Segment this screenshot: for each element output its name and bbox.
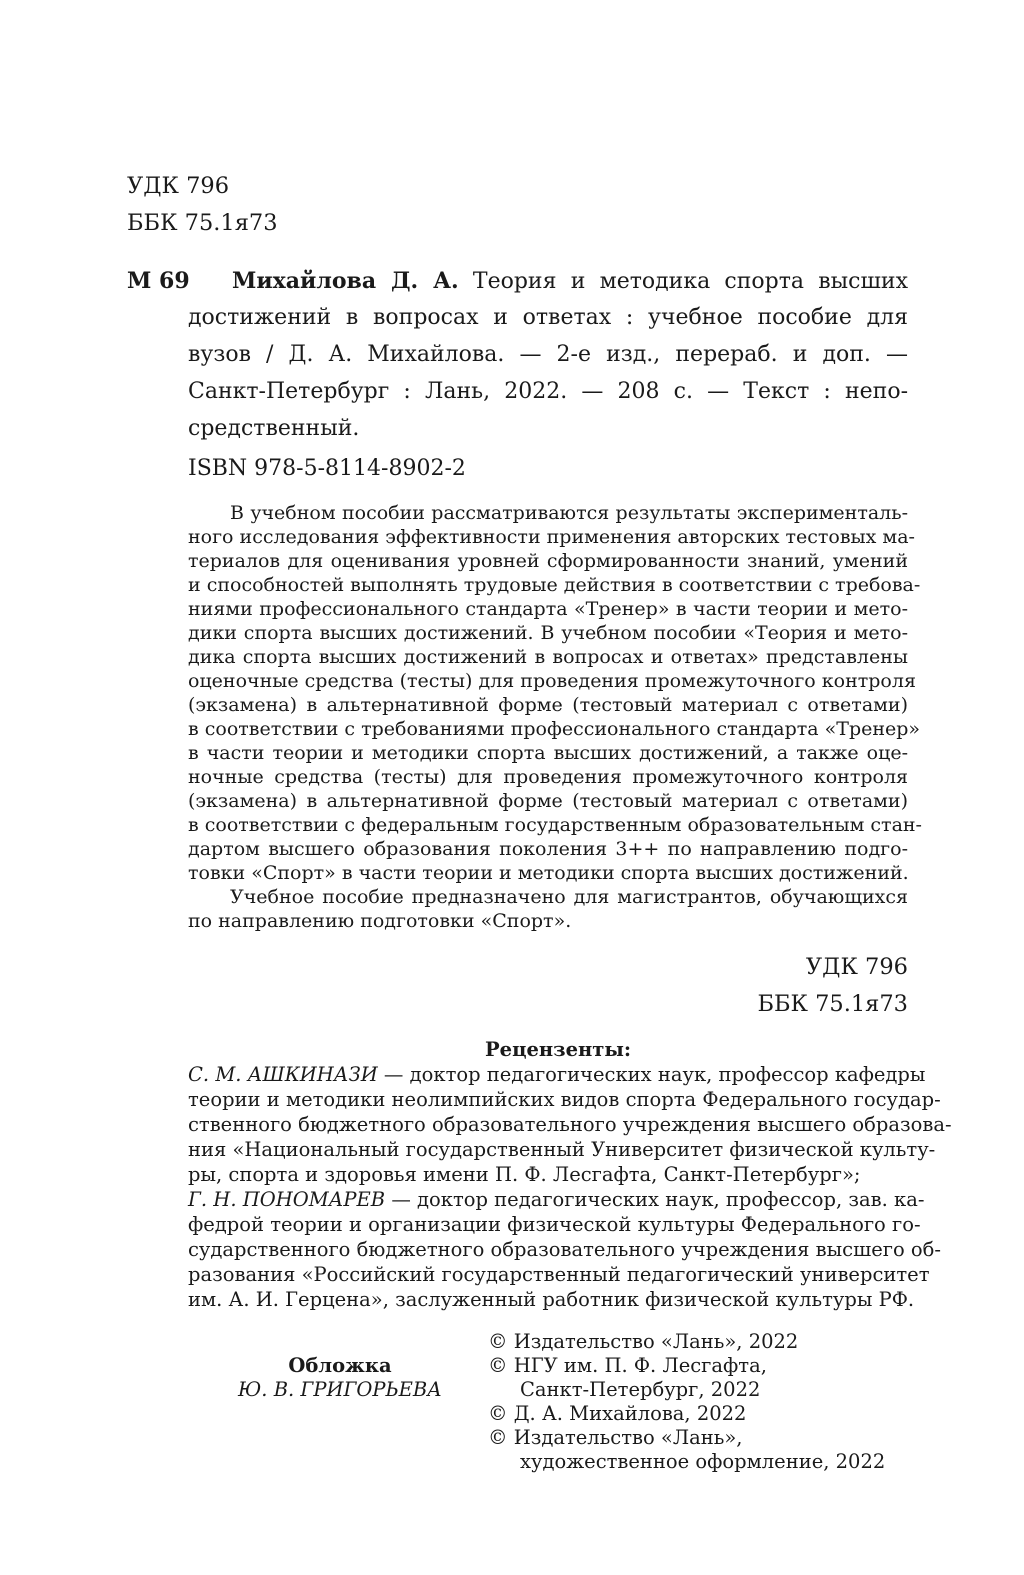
reviewer-2-name: Г. Н. ПОНОМАРЕВ (188, 1188, 386, 1211)
annotation-line: В учебном пособии рассматриваются результаты эксперименталь- (230, 502, 908, 524)
annotation-line: ниями профессионального стандарта «Тренер» в части теории и мето- (188, 598, 908, 620)
annotation-line: териалов для оценивания уровней сформированности знаний, умений (188, 550, 908, 572)
bib-line-3: вузов / Д. А. Михайлова. — 2-е изд., перераб. и доп. — (188, 342, 908, 367)
reviewer-2-title: — доктор педагогических наук, профессор, зав. ка- (385, 1188, 925, 1211)
reviewer-1-name: С. М. АШКИНАЗИ (188, 1063, 378, 1086)
cover-label: Обложка (288, 1354, 392, 1377)
annotation-line: товки «Спорт» в части теории и методики спорта высших достижений. (188, 862, 909, 884)
copyright-line: © Издательство «Лань», (488, 1426, 743, 1449)
bib-line-1 (232, 270, 908, 293)
annotation-line: и способностей выполнять трудовые действия в соответствии с требова- (188, 574, 921, 596)
reviewer-1-line: ственного бюджетного образовательного учреждения высшего образова- (188, 1113, 952, 1136)
isbn: ISBN 978-5-8114-8902-2 (188, 456, 466, 481)
reviewer-2-line: им. А. И. Герцена», заслуженный работник физической культуры РФ. (188, 1288, 915, 1311)
udk-code-bottom: УДК 796 (805, 954, 908, 980)
bbk-code-bottom: ББК 75.1я73 (757, 991, 908, 1017)
cover-designer: Ю. В. ГРИГОРЬЕВА (238, 1378, 442, 1401)
copyright-line: © Издательство «Лань», 2022 (488, 1330, 799, 1353)
reviewer-1-line: ния «Национальный государственный Университет физической культу- (188, 1138, 936, 1161)
reviewer-1-line: теории и методики неолимпийских видов спорта Федерального государ- (188, 1088, 941, 1111)
bib-title-start: Теория и методика спорта высших (458, 269, 908, 294)
annotation-line: Учебное пособие предназначено для магистрантов, обучающихся (230, 886, 908, 908)
annotation-line: ночные средства (тесты) для проведения промежуточного контроля (188, 766, 908, 788)
annotation-line: оценочные средства (тесты) для проведения промежуточного контроля (188, 670, 916, 692)
annotation-line: дартом высшего образования поколения 3++ по направлению подго- (188, 838, 908, 860)
annotation-line: в соответствии с федеральным государственным образовательным стан- (188, 814, 922, 836)
annotation-line: дика спорта высших достижений в вопросах и ответах» представлены (188, 646, 908, 668)
bib-author: Михайлова Д. А. (232, 268, 459, 294)
bib-line-2: достижений в вопросах и ответах : учебное пособие для (188, 305, 908, 330)
reviewer-2-line: сударственного бюджетного образовательного учреждения высшего об- (188, 1238, 941, 1261)
annotation-line: ного исследования эффективности применения авторских тестовых ма- (188, 526, 915, 548)
annotation-line: дики спорта высших достижений. В учебном пособии «Теория и мето- (188, 622, 908, 644)
copyright-line: Санкт-Петербург, 2022 (520, 1378, 761, 1401)
annotation-line: (экзамена) в альтернативной форме (тестовый материал с ответами) (188, 790, 908, 812)
reviewer-1-line (188, 1063, 926, 1086)
author-mark: М 69 (127, 268, 190, 294)
bbk-code: ББК 75.1я73 (127, 210, 278, 236)
annotation-line: в соответствии с требованиями профессионального стандарта «Тренер» (188, 718, 921, 740)
reviewer-2-line (188, 1188, 925, 1211)
reviewer-2-line: федрой теории и организации физической культуры Федерального го- (188, 1213, 921, 1236)
copyright-line: художественное оформление, 2022 (520, 1450, 886, 1473)
udk-code: УДК 796 (127, 173, 230, 199)
annotation-line: по направлению подготовки «Спорт». (188, 910, 572, 932)
reviewers-heading: Рецензенты: (485, 1038, 632, 1061)
reviewer-2-line: разования «Российский государственный педагогический университет (188, 1263, 930, 1286)
reviewer-1-title: — доктор педагогических наук, профессор кафедры (377, 1063, 926, 1086)
copyright-line: © НГУ им. П. Ф. Лесгафта, (488, 1354, 767, 1377)
annotation-line: (экзамена) в альтернативной форме (тестовый материал с ответами) (188, 694, 908, 716)
copyright-line: © Д. А. Михайлова, 2022 (488, 1402, 747, 1425)
bib-line-5: средственный. (188, 416, 360, 441)
reviewer-1-line: ры, спорта и здоровья имени П. Ф. Лесгафта, Санкт-Петербург»; (188, 1163, 861, 1186)
bib-line-4: Санкт-Петербург : Лань, 2022. — 208 с. — Текст : непо- (188, 379, 908, 404)
annotation-line: в части теории и методики спорта высших достижений, а также оце- (188, 742, 908, 764)
